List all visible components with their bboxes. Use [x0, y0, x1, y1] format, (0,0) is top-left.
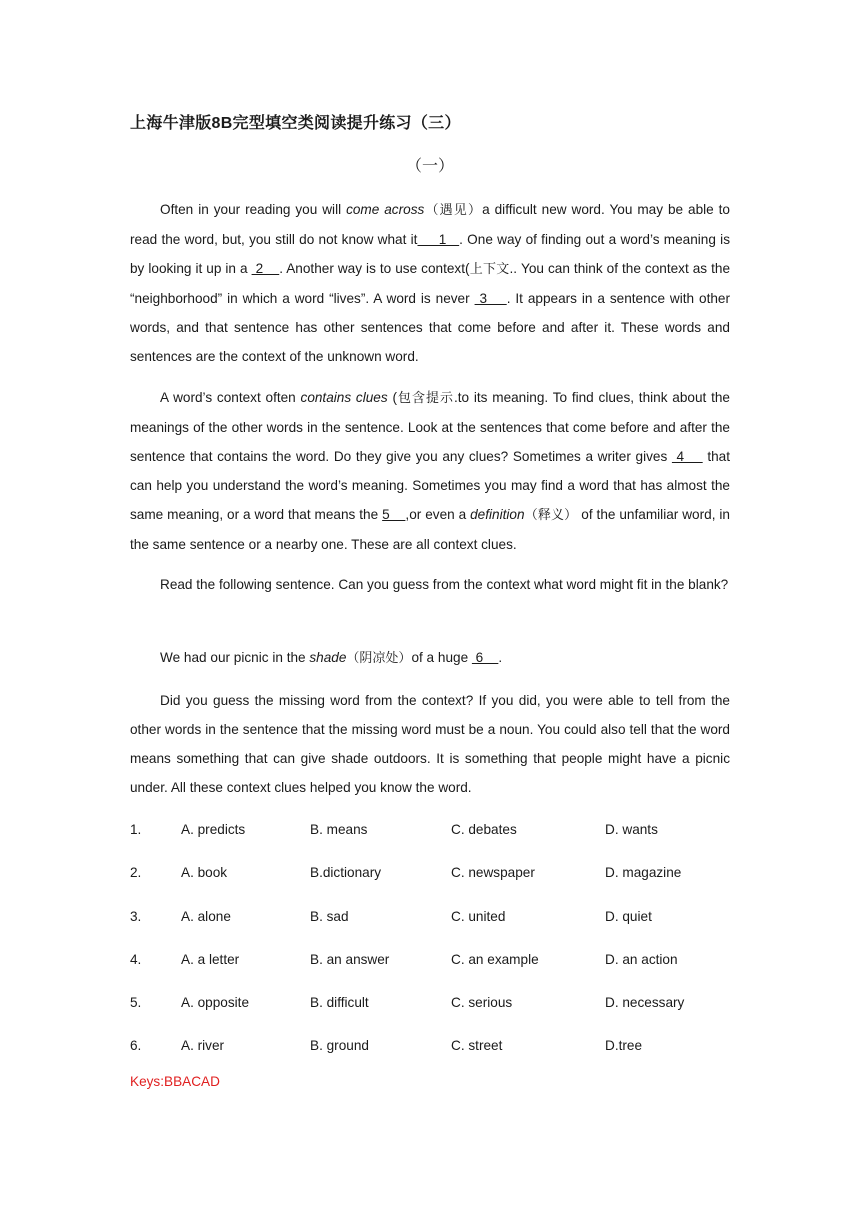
blank-1: 1 — [417, 232, 460, 247]
blank-4: 4 — [671, 449, 703, 464]
question-number: 5. — [130, 995, 142, 1011]
italic-phrase: contains clues — [300, 390, 388, 405]
option-b: B. an answer — [310, 951, 390, 967]
blank-6: 6 — [471, 650, 499, 665]
section-number: （一） — [405, 158, 454, 175]
text: . It appears in a sentence with other words, and that sentence has other sentences that come before and after it. These words and sentences are the context of the unknown word. — [130, 291, 730, 364]
chinese-gloss: （释义） — [524, 508, 578, 523]
text: . — [498, 650, 503, 665]
option-d: D.tree — [605, 1038, 643, 1054]
option-row-5 — [130, 988, 730, 1031]
chinese-gloss: （遇见） — [424, 203, 483, 218]
option-c: C. united — [451, 908, 506, 924]
text: of a huge — [411, 650, 472, 665]
text: .. You can think of the context as the “neighborhood” in which a word “lives”. A word is never — [130, 261, 731, 306]
option-a: A. alone — [181, 908, 231, 924]
paragraph-3: Read the following sentence. Can you guess from the context what word might fit in the blank? — [160, 577, 729, 592]
chinese-gloss: 包含提示 — [396, 391, 454, 406]
blank-5: 5 — [382, 507, 406, 522]
question-number: 6. — [130, 1038, 142, 1054]
text: a difficult new word. You may be able to read the word, but, you still do not know what it — [130, 202, 730, 247]
question-number: 3. — [130, 908, 142, 924]
document-title: 上海牛津版8B完型填空类阅读提升练习（三） — [130, 115, 461, 132]
answer-options — [130, 815, 730, 1075]
text: ( — [387, 390, 397, 405]
paragraph-5: Did you guess the missing word from the context? If you did, you were able to tell from the other words in the sentence that the missing word must be a noun. You could also tell that the word means something that can give shade outdoors. It is something that people might have a picnic under. All these context clues helped you know the word. — [130, 693, 730, 795]
option-a: A. river — [181, 1038, 225, 1054]
chinese-gloss: （阴凉处） — [346, 651, 412, 666]
option-b: B. difficult — [310, 995, 369, 1011]
option-row-2 — [130, 858, 730, 901]
option-c: C. street — [451, 1038, 503, 1054]
question-number: 1. — [130, 822, 142, 837]
italic-phrase: shade — [309, 650, 347, 665]
text: . Another way is to use context( — [279, 261, 470, 276]
italic-phrase: come across — [346, 202, 425, 217]
option-d: D. quiet — [605, 908, 652, 924]
question-number: 2. — [130, 865, 142, 881]
text: A word’s context often — [160, 390, 301, 405]
chinese-gloss: 上下文 — [469, 262, 510, 277]
question-number: 4. — [130, 951, 142, 967]
text: Often in your reading you will — [160, 202, 347, 217]
option-d: D. necessary — [605, 995, 685, 1011]
text: that can help you understand the word’s meaning. Sometimes you may find a word that has almost the same meaning, or a word that means the — [130, 449, 731, 522]
text: ,or even a — [405, 507, 471, 522]
option-row-3 — [130, 902, 730, 945]
paragraph-4 — [130, 643, 730, 673]
option-a: A. a letter — [181, 951, 240, 967]
paragraph-1 — [130, 195, 730, 371]
blank-3: 3 — [474, 291, 507, 306]
option-d: D. wants — [605, 822, 658, 837]
option-c: C. serious — [451, 995, 513, 1011]
option-a: A. predicts — [181, 822, 246, 837]
paragraph-2 — [130, 383, 730, 559]
option-row-4 — [130, 945, 730, 988]
italic-phrase: definition — [470, 507, 525, 522]
option-c: C. debates — [451, 822, 517, 837]
option-row-1 — [130, 815, 730, 858]
option-d: D. magazine — [605, 865, 682, 881]
option-c: C. an example — [451, 951, 539, 967]
option-a: A. opposite — [181, 995, 250, 1011]
option-d: D. an action — [605, 951, 678, 967]
option-a: A. book — [181, 865, 228, 881]
option-b: B.dictionary — [310, 865, 382, 881]
answer-keys: Keys:BBACAD — [130, 1074, 220, 1089]
blank-2: 2 — [251, 261, 280, 276]
text: . One way of finding out a word’s meaning is by looking it up in a — [130, 232, 730, 276]
text: We had our picnic in the — [160, 650, 310, 665]
option-b: B. ground — [310, 1038, 369, 1054]
option-b: B. means — [310, 822, 368, 837]
option-row-6 — [130, 1031, 730, 1074]
text: .to its meaning. To find clues, think about the meanings of the other words in the sentence. Look at the sentences that come before and after the sentence that contains the word. Do they give you any clues? Sometimes a writer gives — [130, 390, 730, 464]
text: of the unfamiliar word, in the same sentence or a nearby one. These are all context clues. — [130, 507, 730, 552]
option-b: B. sad — [310, 908, 349, 924]
option-c: C. newspaper — [451, 865, 535, 881]
